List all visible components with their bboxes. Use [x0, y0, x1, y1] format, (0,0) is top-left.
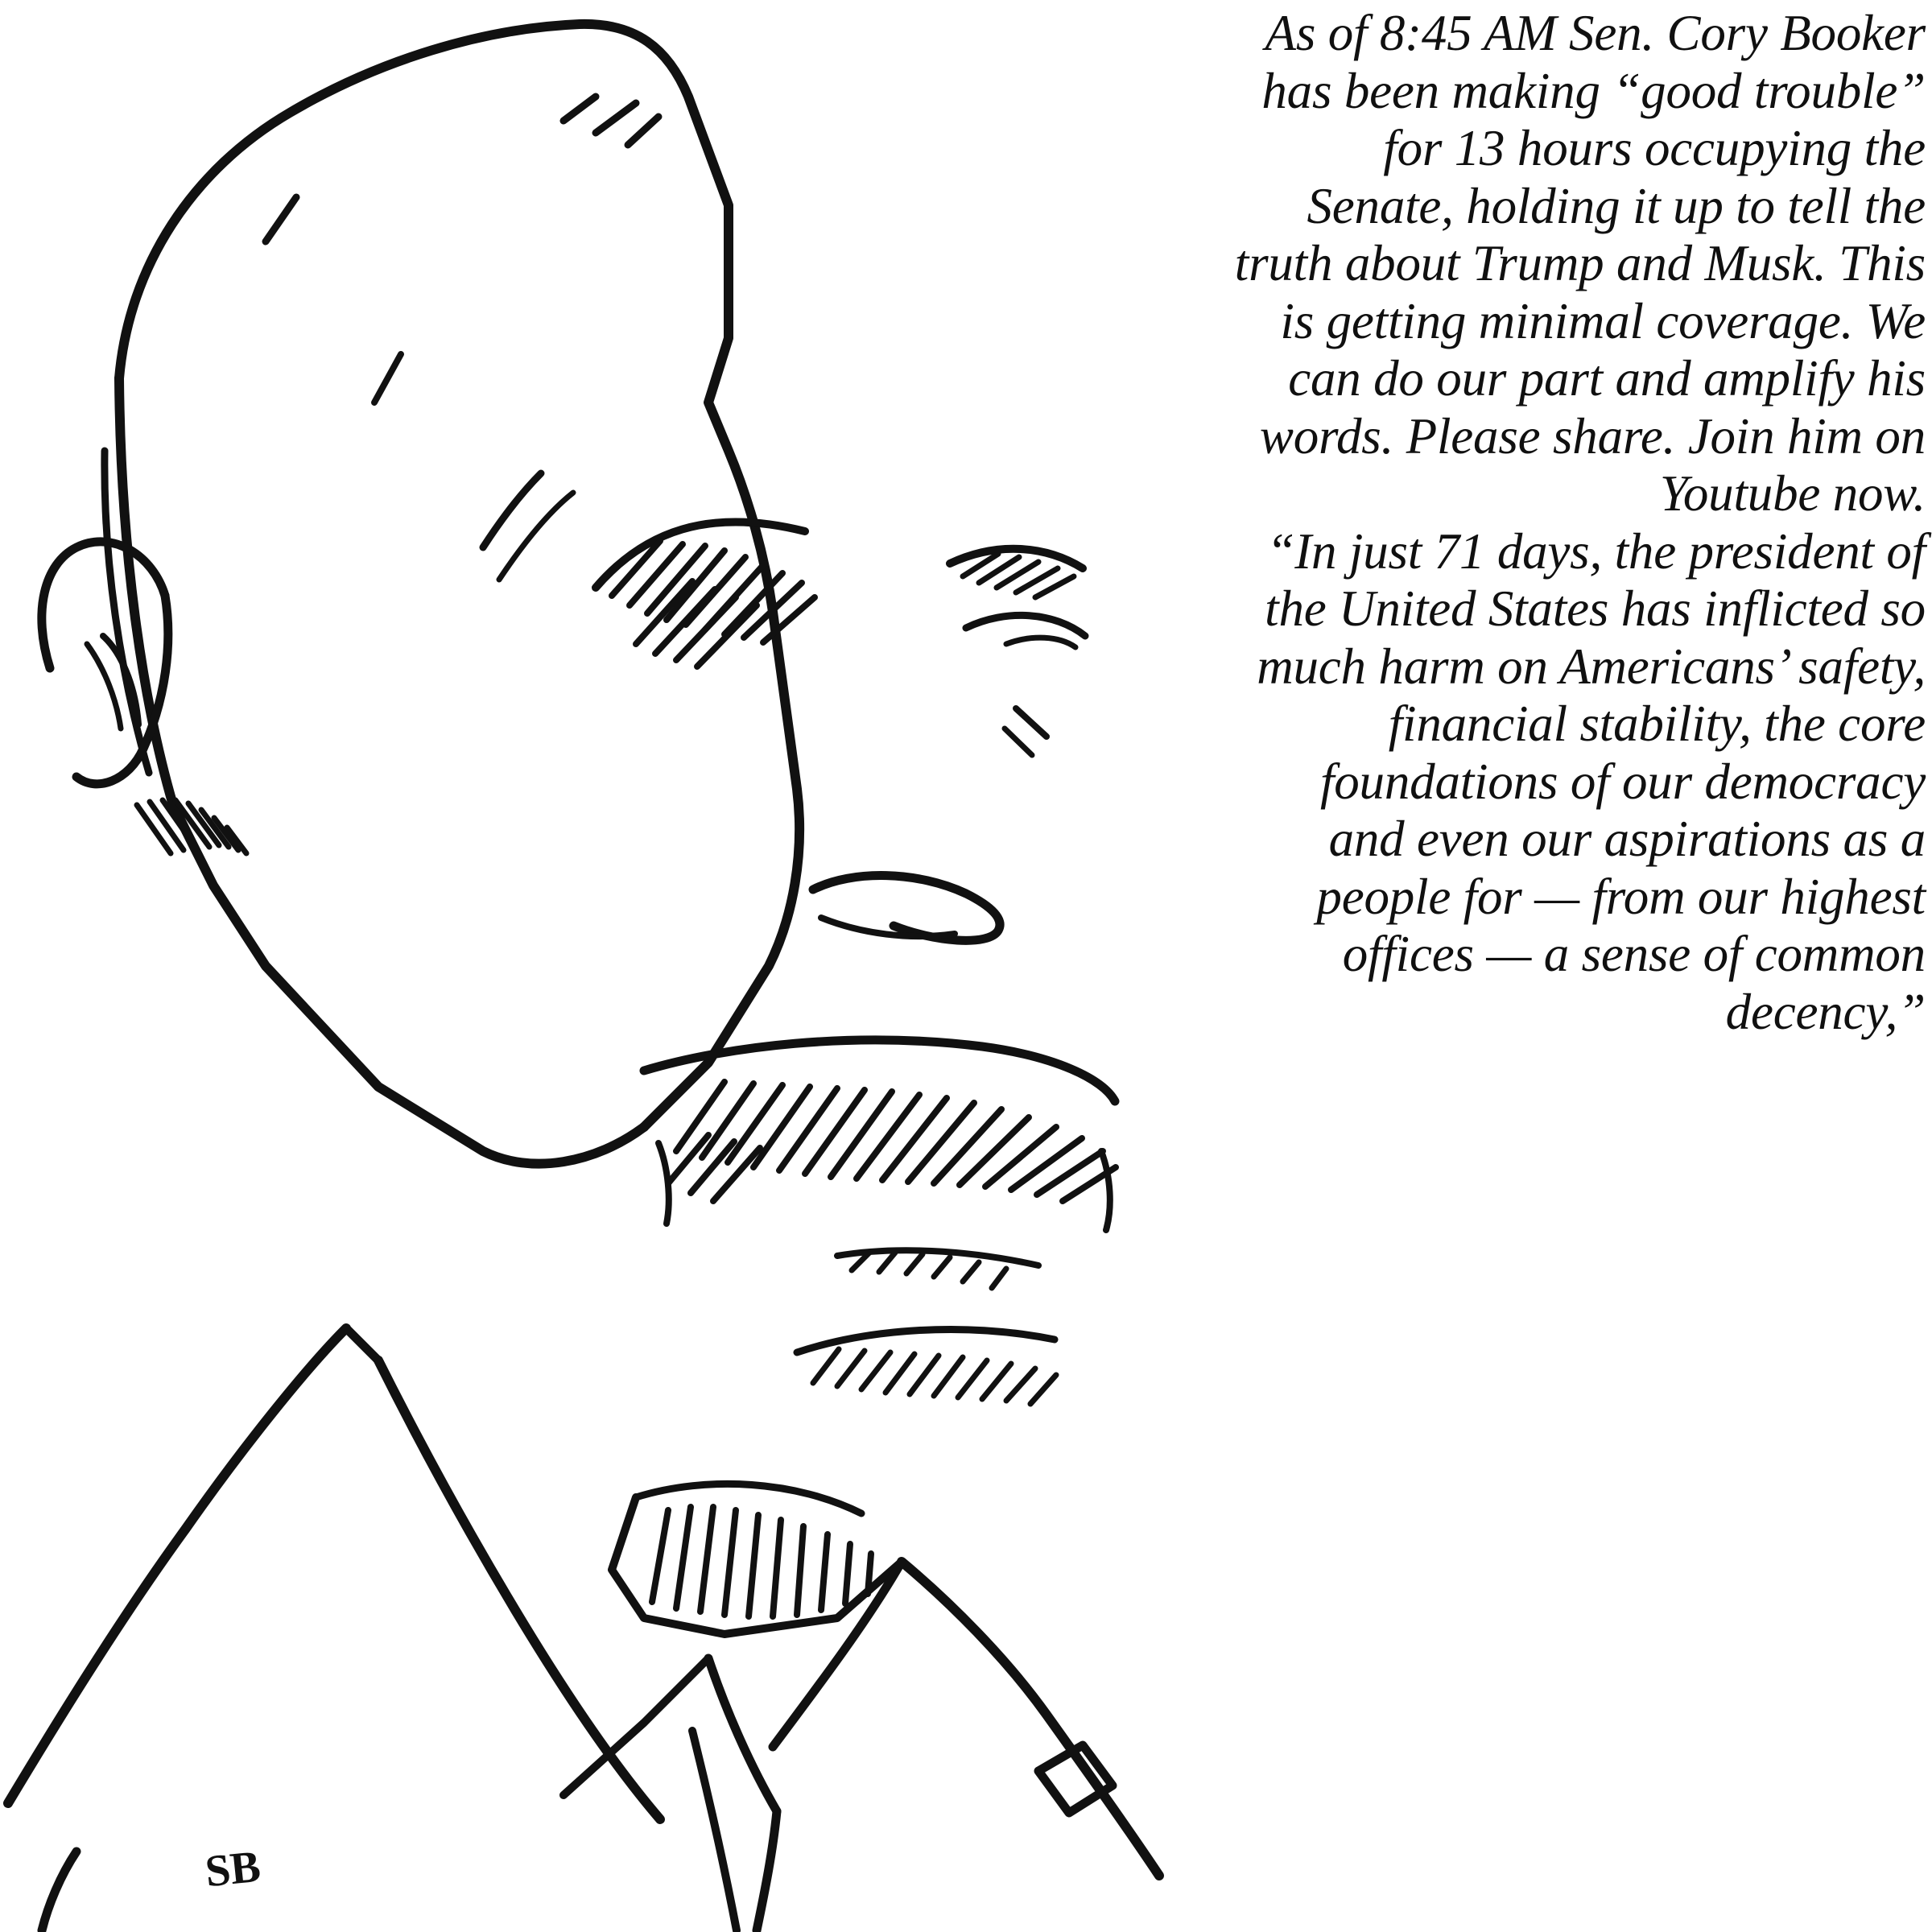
- caption-text: [1233, 5, 1926, 1041]
- artist-signature: SB: [202, 1841, 263, 1897]
- caption-paragraph-2: “In just 71 days, the president of the United States has inflicted so much harm on Americans’ safety, financial stability, the core foundations of our democracy and even our aspirations as a people for — from our highest offices — a sense of common decency,”: [1257, 522, 1926, 1040]
- caption-paragraph-1: As of 8:45 AM Sen. Cory Booker has been making “good trouble” for 13 hours occupying the Senate, holding it up to tell the truth about Trump and Musk. This is getting minimal coverage. We can do our part and amplify his words. Please share. Join him on Youtube now.: [1234, 5, 1926, 522]
